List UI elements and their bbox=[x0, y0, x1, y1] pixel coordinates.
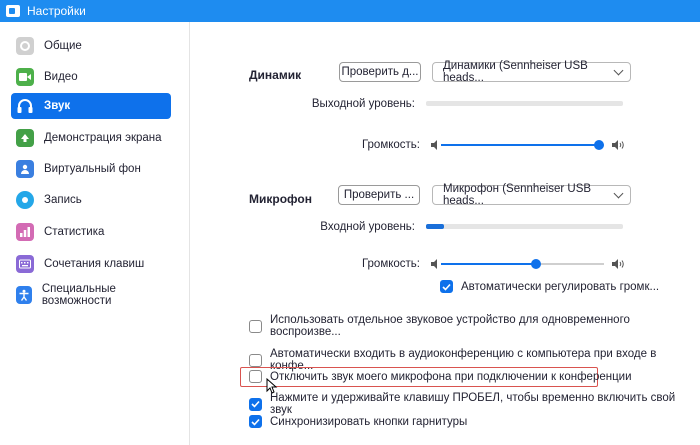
sidebar-item-general[interactable] bbox=[11, 33, 171, 59]
speaker-volume-slider[interactable] bbox=[441, 139, 604, 151]
sidebar-item-label: Общие bbox=[44, 40, 82, 52]
sidebar-item-screen-share[interactable] bbox=[11, 125, 171, 151]
test-speaker-button[interactable]: Проверить д... bbox=[339, 62, 421, 82]
sidebar-item-label: Сочетания клавиш bbox=[44, 258, 145, 270]
microphone-section-label: Микрофон bbox=[249, 192, 312, 206]
accessibility-icon bbox=[16, 286, 32, 304]
volume-high-icon bbox=[611, 139, 625, 151]
share-screen-icon bbox=[16, 129, 34, 147]
sidebar-item-video[interactable] bbox=[11, 64, 171, 90]
microphone-volume-label: Громкость: bbox=[361, 258, 420, 270]
sidebar-item-audio[interactable] bbox=[11, 93, 171, 119]
window-title: Настройки bbox=[27, 4, 86, 18]
sidebar-item-statistics[interactable] bbox=[11, 219, 171, 245]
speaker-volume-label: Громкость: bbox=[361, 139, 420, 151]
checkbox-checked-icon[interactable] bbox=[440, 280, 453, 293]
auto-adjust-volume-checkbox[interactable] bbox=[440, 280, 659, 293]
checkbox-checked-icon[interactable] bbox=[249, 398, 262, 411]
sidebar-item-label: Специальные возможности bbox=[41, 283, 116, 307]
zoom-app-icon bbox=[6, 5, 20, 17]
headphones-icon bbox=[16, 97, 34, 115]
option-label: Использовать отдельное звуковое устройство для одновременного воспроизве... bbox=[270, 314, 630, 338]
option-label: Нажмите и удерживайте клавишу ПРОБЕЛ, чтобы временно включить свой звук bbox=[270, 392, 676, 416]
test-microphone-button[interactable]: Проверить ... bbox=[338, 185, 420, 205]
speaker-section-label: Динамик bbox=[249, 68, 302, 82]
slider-track-fill bbox=[441, 144, 599, 146]
microphone-device-value: Микрофон (Sennheiser USB heads... bbox=[443, 183, 592, 207]
audio-settings-panel bbox=[191, 22, 700, 445]
option-label: Отключить звук моего микрофона при подключении к конференции bbox=[270, 370, 632, 383]
person-background-icon bbox=[16, 160, 34, 178]
gear-icon bbox=[16, 37, 34, 55]
option-label: Синхронизировать кнопки гарнитуры bbox=[270, 415, 468, 428]
separate-audio-device-checkbox[interactable] bbox=[249, 314, 700, 338]
sidebar-item-label: Статистика bbox=[44, 226, 105, 238]
slider-track-fill bbox=[441, 263, 536, 265]
slider-thumb[interactable] bbox=[594, 140, 604, 150]
microphone-volume-slider[interactable] bbox=[441, 258, 604, 270]
input-level-meter bbox=[426, 224, 623, 229]
speaker-device-value: Динамики (Sennheiser USB heads... bbox=[443, 60, 588, 84]
output-level-label: Выходной уровень: bbox=[311, 98, 415, 110]
keyboard-icon bbox=[16, 255, 34, 273]
sidebar-item-keyboard-shortcuts[interactable] bbox=[11, 251, 171, 277]
auto-adjust-label: Автоматически регулировать громк... bbox=[461, 280, 660, 293]
hold-space-unmute-checkbox[interactable] bbox=[249, 392, 700, 416]
sidebar-item-label: Виртуальный фон bbox=[44, 163, 141, 175]
sidebar-item-accessibility[interactable] bbox=[11, 282, 171, 308]
sidebar-item-recording[interactable] bbox=[11, 187, 171, 213]
slider-thumb[interactable] bbox=[531, 259, 541, 269]
settings-sidebar bbox=[0, 22, 190, 445]
volume-high-icon bbox=[611, 258, 625, 270]
sync-headset-buttons-checkbox[interactable] bbox=[249, 415, 467, 428]
sidebar-item-label: Звук bbox=[44, 100, 71, 112]
sidebar-item-label: Демонстрация экрана bbox=[44, 132, 162, 144]
mute-mic-on-join-checkbox[interactable] bbox=[249, 370, 632, 383]
checkbox-checked-icon[interactable] bbox=[249, 415, 262, 428]
option-label: Автоматически входить в аудиоконференцию с компьютера при входе в конфе... bbox=[270, 348, 657, 372]
record-icon bbox=[16, 191, 34, 209]
speaker-device-select[interactable] bbox=[432, 62, 631, 82]
input-level-fill bbox=[426, 224, 444, 229]
sidebar-item-label: Видео bbox=[44, 71, 78, 83]
sidebar-item-virtual-background[interactable] bbox=[11, 156, 171, 182]
video-icon bbox=[16, 68, 34, 86]
checkbox-unchecked-icon[interactable] bbox=[249, 354, 262, 367]
checkbox-unchecked-icon[interactable] bbox=[249, 320, 262, 333]
input-level-label: Входной уровень: bbox=[320, 221, 415, 233]
microphone-device-select[interactable] bbox=[432, 185, 631, 205]
checkbox-unchecked-icon[interactable] bbox=[249, 370, 262, 383]
statistics-icon bbox=[16, 223, 34, 241]
title-bar bbox=[0, 0, 700, 22]
output-level-meter bbox=[426, 101, 623, 106]
sidebar-item-label: Запись bbox=[44, 194, 82, 206]
